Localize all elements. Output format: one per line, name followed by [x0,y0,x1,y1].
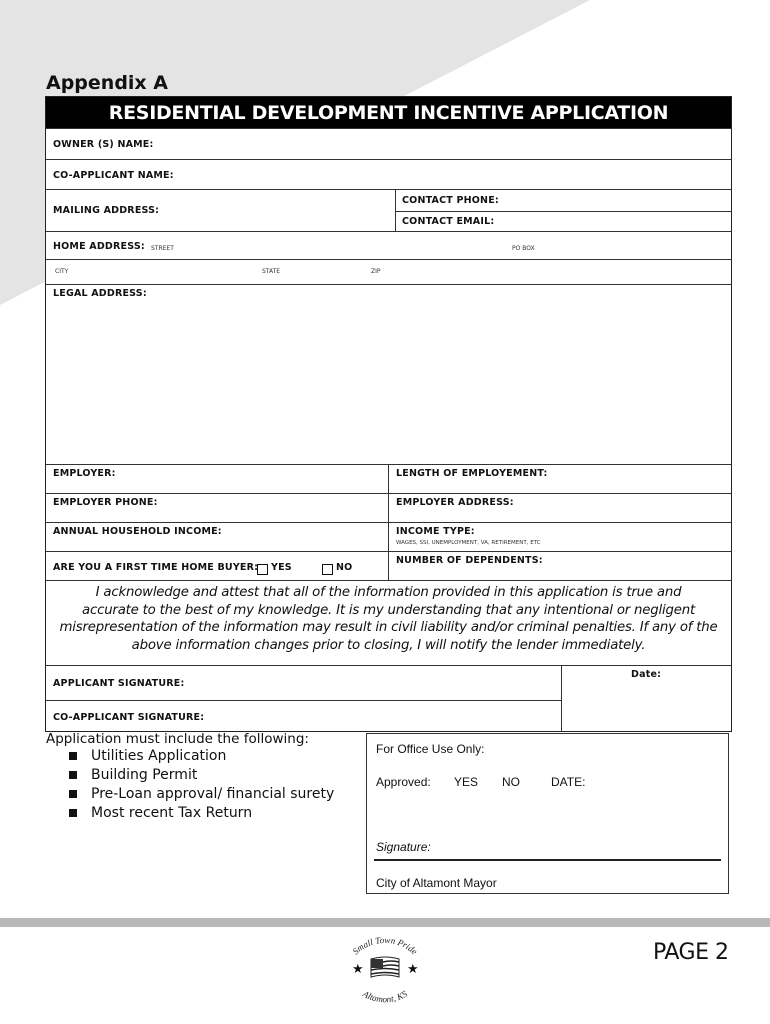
attestation-line: accurate to the best of my knowledge. It is my understanding that any intentional or negligent [82,602,695,618]
mailing-address-label: MAILING ADDRESS: [53,205,160,216]
po-box-hint: PO BOX [512,245,535,252]
street-hint: STREET [151,245,174,252]
seal-bottom-text: Altamont, KS [361,988,409,1005]
bullet-icon [69,752,77,760]
income-type-label: INCOME TYPE: [396,526,475,537]
attestation-line: I acknowledge and attest that all of the information provided in this application is true and [95,585,682,600]
divider [388,465,389,493]
employer-address-label: EMPLOYER ADDRESS: [396,497,514,508]
bullet-icon [69,771,77,779]
office-use-box [366,733,729,894]
yes-checkbox[interactable] [257,560,268,578]
attestation-line: misrepresentation of the information may result in civil liability and/or criminal penalties. If any of the [59,620,718,635]
yes-label: YES [271,562,292,573]
owner-name-row[interactable] [46,128,731,159]
home-address-label: HOME ADDRESS: [53,241,145,252]
date-field[interactable] [562,666,731,731]
no-label: NO [336,562,353,573]
contact-email-field[interactable] [395,211,731,232]
form-title: RESIDENTIAL DEVELOPMENT INCENTIVE APPLICATION [46,97,731,128]
star-icon: ★ [352,961,364,976]
co-applicant-name-label: CO-APPLICANT NAME: [53,170,174,181]
office-signature-label: Signature: [376,840,431,854]
office-yes[interactable]: YES [454,775,479,789]
employer-row [46,464,731,493]
first-time-buyer-label: ARE YOU A FIRST TIME HOME BUYER: [53,562,259,573]
requirements-heading: Application must include the following: [46,731,309,747]
co-applicant-signature-field[interactable] [46,700,561,732]
approved-label: Approved: [376,775,431,789]
attestation-line: above information changes prior to closing, I will notify the lender immediately. [131,637,646,653]
contact-email-label: CONTACT EMAIL: [402,216,495,227]
list-item: Utilities Application [46,747,366,766]
state-hint: STATE [262,268,281,275]
office-date-label: DATE: [551,775,586,789]
applicant-signature-field[interactable] [46,666,561,701]
annual-household-income-label: ANNUAL HOUSEHOLD INCOME: [53,526,222,537]
contact-phone-label: CONTACT PHONE: [402,195,499,206]
owner-name-label: OWNER (S) NAME: [53,139,154,150]
page-number: PAGE 2 [653,940,729,965]
buyer-dependents-row [46,551,731,580]
income-type-hint: WAGES, SSI, UNEMPLOYMENT, VA, RETIREMENT, ETC [396,540,541,546]
no-checkbox[interactable] [322,560,333,578]
appendix-title: Appendix A [46,72,169,94]
attestation-text [46,580,731,665]
employer-phone-label: EMPLOYER PHONE: [53,497,158,508]
contact-phone-field[interactable] [395,190,731,212]
list-item: Most recent Tax Return [46,804,366,823]
mailing-contact-row [46,189,731,231]
city-seal [335,933,435,1013]
zip-hint: ZIP [371,268,381,275]
requirements-list [46,731,366,823]
employer-label: EMPLOYER: [53,468,116,479]
bullet-icon [69,809,77,817]
application-form [45,96,732,732]
length-of-employment-label: LENGTH OF EMPLOYEMENT: [396,468,548,479]
home-address-row[interactable] [46,231,731,259]
divider [388,523,389,551]
legal-address-row[interactable] [46,284,731,464]
income-row [46,522,731,551]
co-applicant-name-row[interactable] [46,159,731,189]
footer-bar [0,918,770,927]
list-item: Pre-Loan approval/ financial surety [46,785,366,804]
signature-line[interactable] [374,859,721,861]
number-of-dependents-label: NUMBER OF DEPENDENTS: [396,555,543,566]
office-heading: For Office Use Only: [376,742,485,756]
bullet-icon [69,790,77,798]
employer-phone-row [46,493,731,522]
date-label: Date: [631,669,662,680]
city-hint: CITY [55,268,69,275]
american-flag-icon [371,957,399,977]
city-state-zip-row[interactable] [46,259,731,284]
signature-block [46,665,731,731]
seal-top-text: Small Town Pride [350,934,420,957]
list-item: Building Permit [46,766,366,785]
legal-address-label: LEGAL ADDRESS: [53,288,147,299]
co-applicant-signature-label: CO-APPLICANT SIGNATURE: [53,712,205,723]
office-no[interactable]: NO [502,775,520,789]
star-icon: ★ [407,961,419,976]
mayor-label: City of Altamont Mayor [376,876,497,890]
applicant-signature-label: APPLICANT SIGNATURE: [53,678,185,689]
divider [388,494,389,522]
divider [388,552,389,580]
